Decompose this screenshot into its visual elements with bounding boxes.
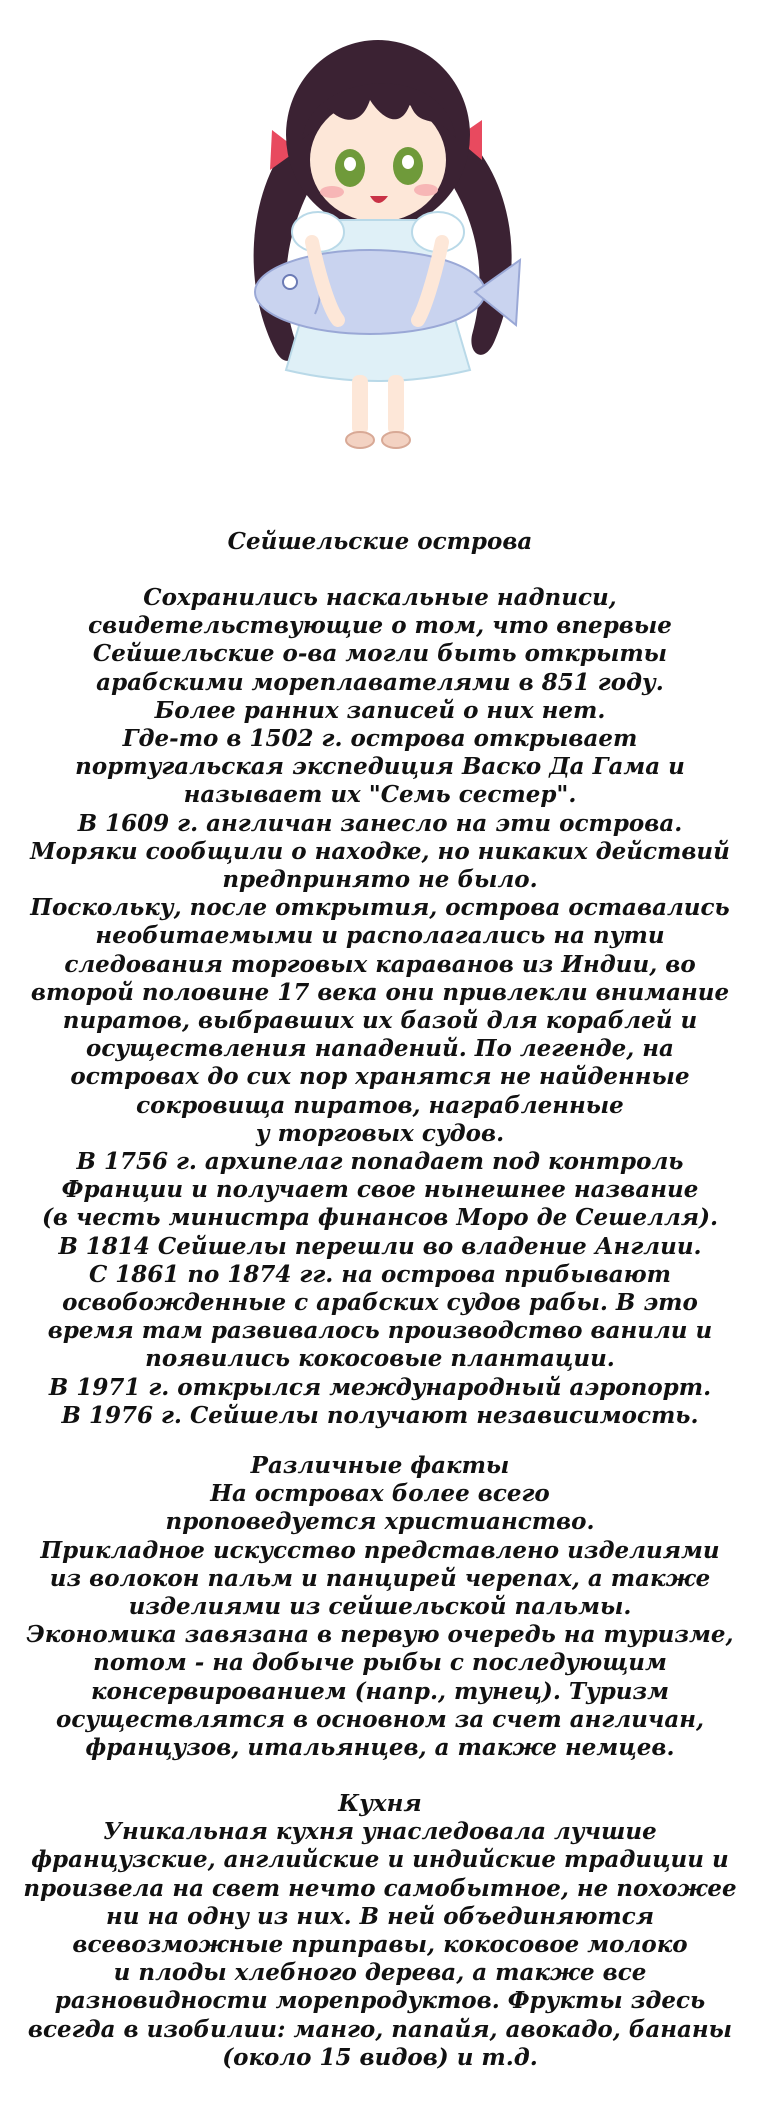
history-text-line: предпринято не было.	[222, 866, 538, 894]
history-text-line: В 1756 г. архипелаг попадает под контроль	[76, 1148, 684, 1176]
facts-text-line: Прикладное искусство представлено изделиями	[40, 1536, 720, 1564]
history-text-line: португальская экспедиция Васко Да Гама и	[75, 753, 685, 781]
facts-text-line: На островах более всего	[210, 1480, 550, 1508]
history-text-line: сокровища пиратов, награбленные	[136, 1091, 624, 1119]
facts-text-line: Экономика завязана в первую очередь на туризме,	[26, 1621, 734, 1649]
cuisine-text-line: французские, английские и индийские традиции и	[31, 1846, 729, 1874]
history-text-line: осуществления нападений. По легенде, на	[86, 1035, 674, 1063]
facts-text-line: изделиями из сейшельской пальмы.	[128, 1593, 632, 1621]
left-shoe	[346, 432, 374, 448]
page-title: Сейшельские острова	[227, 528, 533, 555]
history-text-line: пиратов, выбравших их базой для кораблей и	[62, 1007, 698, 1035]
history-text-line: островах до сих пор хранятся не найденные	[70, 1063, 690, 1091]
left-leg	[352, 375, 368, 435]
right-blush	[414, 184, 438, 196]
history-text-line: Моряки сообщили о находке, но никаких действий	[30, 837, 730, 865]
facts-text-line: из волокон пальм и панцирей черепах, а также	[49, 1564, 711, 1592]
history-text-line: В 1976 г. Сейшелы получают независимость.	[61, 1401, 699, 1429]
left-eye-shine	[344, 157, 356, 171]
history-text-line: называет их "Семь сестер".	[183, 781, 577, 809]
facts-text-line: французов, итальянцев, а также немцев.	[85, 1734, 675, 1762]
right-eye-shine	[402, 155, 414, 169]
history-text-line: Франции и получает свое нынешнее название	[61, 1176, 699, 1204]
history-section	[10, 584, 750, 1430]
cuisine-text-line: (около 15 видов) и т.д.	[222, 2043, 538, 2071]
right-leg	[388, 375, 404, 435]
history-text-line: появились кокосовые плантации.	[145, 1345, 615, 1373]
cuisine-text-line: произвела на свет нечто самобытное, не похожее	[23, 1874, 737, 1902]
history-text-line: освобожденные с арабских судов рабы. В это	[62, 1289, 698, 1317]
history-text-line: В 1971 г. открылся международный аэропорт.	[48, 1373, 712, 1401]
history-text-line: Поскольку, после открытия, острова оставались	[30, 894, 730, 922]
history-text-line: С 1861 по 1874 гг. на острова прибывают	[88, 1260, 672, 1288]
history-text-line: Сейшельские о-ва могли быть открыты	[92, 640, 668, 668]
facts-text-line: консервированием (напр., тунец). Туризм	[90, 1677, 670, 1705]
title-section	[10, 528, 750, 556]
cuisine-section	[10, 1790, 750, 2072]
cuisine-text-line: и плоды хлебного дерева, а также все	[113, 1959, 647, 1987]
history-text-line: (в честь министра финансов Моро де Сешелля).	[42, 1204, 718, 1232]
cuisine-text-line: разновидности морепродуктов. Фрукты здесь	[54, 1987, 706, 2015]
left-blush	[320, 186, 344, 198]
history-text-line: арабскими мореплавателями в 851 году.	[96, 668, 664, 696]
facts-text-line: потом - на добыче рыбы с последующим	[93, 1649, 667, 1677]
history-text-line: Где-то в 1502 г. острова открывает	[122, 725, 638, 753]
cuisine-text-line: всегда в изобилии: манго, папайя, авокадо, бананы	[27, 2015, 733, 2043]
history-text-line: Сохранились наскальные надписи,	[143, 584, 617, 611]
history-text-line: В 1609 г. англичан занесло на эти острова.	[77, 809, 683, 837]
history-text-line: следования торговых караванов из Индии, во	[64, 950, 696, 978]
cuisine-text-line: Уникальная кухня унаследовала лучшие	[103, 1818, 657, 1846]
history-text-line: необитаемыми и располагались на пути	[95, 922, 665, 950]
cuisine-text-line: Кухня	[338, 1790, 422, 1817]
history-text-line: Более ранних записей о них нет.	[154, 696, 606, 724]
facts-section	[10, 1452, 750, 1762]
facts-text-line: Различные факты	[250, 1452, 510, 1479]
history-text-line: второй половине 17 века они привлекли внимание	[30, 978, 730, 1006]
history-text-line: свидетельствующие о том, что впервые	[88, 612, 672, 640]
cuisine-text-line: всевозможные приправы, кокосовое молоко	[72, 1931, 688, 1959]
history-text-line: у торговых судов.	[255, 1119, 505, 1147]
right-shoe	[382, 432, 410, 448]
facts-text-line: осуществлятся в основном за счет англичан,	[55, 1705, 704, 1733]
chibi-girl-holding-fish-icon	[220, 20, 540, 470]
cuisine-text-line: ни на одну из них. В ней объединяются	[105, 1902, 654, 1930]
facts-text-line: проповедуется христианство.	[165, 1508, 595, 1536]
history-text-line: В 1814 Сейшелы перешли во владение Англии.	[58, 1232, 702, 1260]
history-text-line: время там развивалось производство ванили и	[47, 1317, 713, 1345]
